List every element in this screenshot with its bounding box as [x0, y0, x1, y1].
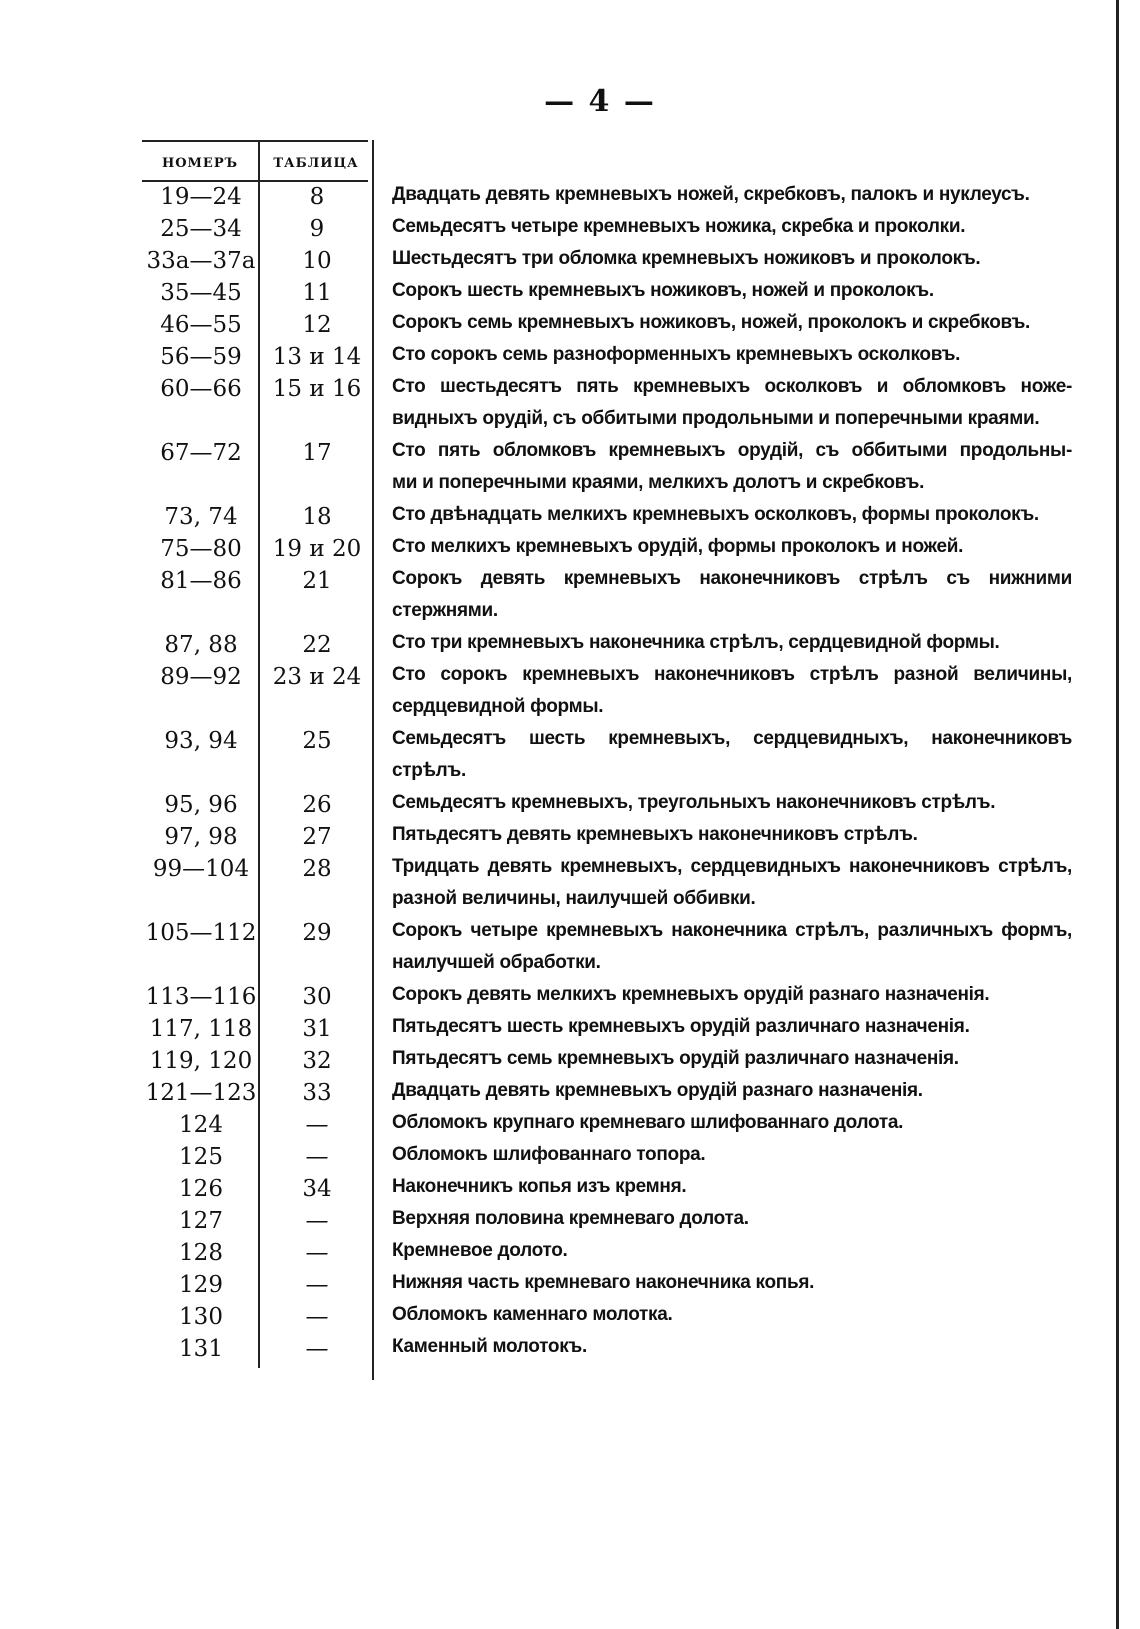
row-table-ref: —: [305, 1240, 329, 1266]
row-description-line: разной величины, наилучшей оббивки.: [392, 888, 756, 909]
row-description-line: Обломокъ шлифованнаго топора.: [392, 1144, 706, 1165]
row-table-ref: —: [305, 1304, 329, 1330]
row-description-line: Нижняя часть кремневаго наконечника копья.: [392, 1272, 815, 1293]
row-table-ref: 27: [302, 824, 332, 850]
row-description-line: Наконечникъ копья изъ кремня.: [392, 1176, 687, 1197]
row-number: 124: [179, 1112, 223, 1138]
row-number: 73, 74: [164, 504, 238, 530]
row-number: 46—55: [160, 312, 242, 338]
table-row: [0, 280, 1140, 310]
row-description-line: Сто шестьдесятъ пять кремневыхъ осколковъ и обломковъ ноже-: [392, 376, 1072, 397]
row-table-ref: 21: [302, 568, 332, 594]
row-description-line: Каменный молотокъ.: [392, 1336, 587, 1357]
row-number: 131: [179, 1336, 223, 1362]
table-row: [0, 1240, 1140, 1270]
table-row: [0, 1144, 1140, 1174]
row-number: 128: [179, 1240, 223, 1266]
row-number: 25—34: [160, 216, 242, 242]
row-number: 87, 88: [164, 632, 238, 658]
row-description-line: Двадцать девять кремневыхъ ножей, скребковъ, палокъ и нуклеусъ.: [392, 184, 1030, 205]
row-table-ref: 18: [302, 504, 332, 530]
page-number: — 4 —: [544, 84, 656, 119]
row-table-ref: 10: [302, 248, 332, 274]
row-number: 93, 94: [164, 728, 238, 754]
table-row: [0, 344, 1140, 374]
row-number: 81—86: [160, 568, 242, 594]
row-number: 127: [179, 1208, 223, 1234]
table-row: [0, 440, 1140, 493]
row-description-line: стрѣлъ.: [392, 760, 466, 781]
row-description-line: сердцевидной формы.: [392, 696, 604, 717]
row-description-line: Сорокъ четыре кремневыхъ наконечника стрѣлъ, различныхъ формъ,: [392, 920, 1072, 941]
row-table-ref: 34: [302, 1176, 332, 1202]
table-row: [0, 1048, 1140, 1078]
row-number: 105—112: [145, 920, 257, 946]
row-table-ref: 30: [302, 984, 332, 1010]
row-description-line: Сорокъ семь кремневыхъ ножиковъ, ножей, проколокъ и скребковъ.: [392, 312, 1030, 333]
row-number: 89—92: [160, 664, 242, 690]
row-number: 75—80: [160, 536, 242, 562]
table-row: [0, 248, 1140, 278]
row-description-line: Семьдесятъ шесть кремневыхъ, сердцевидныхъ, наконечниковъ: [392, 728, 1072, 749]
row-table-ref: 28: [302, 856, 332, 882]
row-description-line: Сто мелкихъ кремневыхъ орудій, формы проколокъ и ножей.: [392, 536, 964, 557]
row-number: 60—66: [160, 376, 242, 402]
row-description-line: Кремневое долото.: [392, 1240, 568, 1261]
table-row: [0, 312, 1140, 342]
row-description-line: Семьдесятъ кремневыхъ, треугольныхъ наконечниковъ стрѣлъ.: [392, 792, 996, 813]
table-row: [0, 1016, 1140, 1046]
table-row: [0, 824, 1140, 854]
row-table-ref: 33: [302, 1080, 332, 1106]
table-row: [0, 216, 1140, 246]
row-description-line: Двадцать девять кремневыхъ орудій разнаго назначенія.: [392, 1080, 923, 1101]
row-description-line: Сто сорокъ кремневыхъ наконечниковъ стрѣлъ разной величины,: [392, 664, 1072, 685]
row-table-ref: 19 и 20: [272, 536, 362, 562]
row-number: 117, 118: [149, 1016, 253, 1042]
table-row: [0, 1304, 1140, 1334]
header-table: ТАБЛИЦА: [273, 156, 359, 171]
row-number: 95, 96: [164, 792, 238, 818]
row-description-line: Сто двѣнадцать мелкихъ кремневыхъ осколковъ, формы проколокъ.: [392, 504, 1039, 525]
row-number: 56—59: [160, 344, 242, 370]
row-description-line: видныхъ орудій, съ оббитыми продольными и поперечными краями.: [392, 408, 1040, 429]
row-table-ref: —: [305, 1336, 329, 1362]
row-number: 125: [179, 1144, 223, 1170]
row-table-ref: 26: [302, 792, 332, 818]
table-row: [0, 984, 1140, 1014]
row-table-ref: 12: [302, 312, 332, 338]
table-row: [0, 568, 1140, 621]
row-description-line: Сорокъ девять кремневыхъ наконечниковъ стрѣлъ съ нижними: [392, 568, 1072, 589]
table-row: [0, 792, 1140, 822]
row-table-ref: 11: [302, 280, 332, 306]
table-row: [0, 1112, 1140, 1142]
row-number: 130: [179, 1304, 223, 1330]
table-row: [0, 1208, 1140, 1238]
table-row: [0, 1336, 1140, 1366]
row-number: 99—104: [152, 856, 250, 882]
row-table-ref: —: [305, 1208, 329, 1234]
table-row: [0, 1080, 1140, 1110]
row-description-line: ми и поперечными краями, мелкихъ долотъ и скребковъ.: [392, 472, 925, 493]
row-table-ref: —: [305, 1112, 329, 1138]
row-description-line: Пятьдесятъ семь кремневыхъ орудій различнаго назначенія.: [392, 1048, 959, 1069]
row-table-ref: 29: [302, 920, 332, 946]
row-number: 33a—37a: [146, 248, 256, 274]
row-number: 119, 120: [149, 1048, 253, 1074]
row-description-line: Обломокъ каменнаго молотка.: [392, 1304, 673, 1325]
header-top-rule: [142, 140, 368, 142]
row-table-ref: 8: [309, 184, 325, 210]
row-description-line: Семьдесятъ четыре кремневыхъ ножика, скребка и проколки.: [392, 216, 966, 237]
row-description-line: Обломокъ крупнаго кремневаго шлифованнаго долота.: [392, 1112, 904, 1133]
row-description-line: Сто сорокъ семь разноформенныхъ кремневыхъ осколковъ.: [392, 344, 961, 365]
row-table-ref: 13 и 14: [272, 344, 362, 370]
row-description-line: наилучшей обработки.: [392, 952, 601, 973]
row-number: 129: [179, 1272, 223, 1298]
table-row: [0, 920, 1140, 973]
row-number: 121—123: [145, 1080, 257, 1106]
row-description-line: Пятьдесятъ шесть кремневыхъ орудій различнаго назначенія.: [392, 1016, 970, 1037]
table-row: [0, 632, 1140, 662]
table-row: [0, 376, 1140, 429]
table-row: [0, 728, 1140, 781]
header-bottom-rule: [142, 180, 368, 182]
row-number: 126: [179, 1176, 223, 1202]
row-table-ref: —: [305, 1144, 329, 1170]
row-table-ref: 23 и 24: [272, 664, 362, 690]
row-table-ref: 25: [302, 728, 332, 754]
row-description-line: Тридцать девять кремневыхъ, сердцевидныхъ наконечниковъ стрѣлъ,: [392, 856, 1072, 877]
row-description-line: Сорокъ девять мелкихъ кремневыхъ орудій разнаго назначенія.: [392, 984, 990, 1005]
row-description-line: Сорокъ шесть кремневыхъ ножиковъ, ножей и проколокъ.: [392, 280, 934, 301]
row-table-ref: 17: [302, 440, 332, 466]
row-description-line: Шестьдесятъ три обломка кремневыхъ ножиковъ и проколокъ.: [392, 248, 981, 269]
row-table-ref: 32: [302, 1048, 332, 1074]
table-row: [0, 504, 1140, 534]
row-table-ref: 9: [309, 216, 325, 242]
table-row: [0, 1176, 1140, 1206]
table-row: [0, 664, 1140, 717]
row-description-line: Верхняя половина кремневаго долота.: [392, 1208, 749, 1229]
row-table-ref: 22: [302, 632, 332, 658]
table-row: [0, 536, 1140, 566]
header-number: НОМЕРЪ: [161, 156, 239, 171]
row-number: 35—45: [160, 280, 242, 306]
table-row: [0, 1272, 1140, 1302]
row-description-line: Пятьдесятъ девять кремневыхъ наконечниковъ стрѣлъ.: [392, 824, 918, 845]
row-number: 67—72: [160, 440, 242, 466]
row-description-line: Сто три кремневыхъ наконечника стрѣлъ, сердцевидной формы.: [392, 632, 1000, 653]
row-description-line: стержнями.: [392, 600, 498, 621]
row-number: 97, 98: [164, 824, 238, 850]
row-table-ref: —: [305, 1272, 329, 1298]
row-table-ref: 31: [302, 1016, 332, 1042]
row-number: 19—24: [160, 184, 242, 210]
table-row: [0, 856, 1140, 909]
row-description-line: Сто пять обломковъ кремневыхъ орудій, съ оббитыми продольны-: [392, 440, 1072, 461]
table-row: [0, 184, 1140, 214]
row-number: 113—116: [145, 984, 257, 1010]
row-table-ref: 15 и 16: [272, 376, 362, 402]
